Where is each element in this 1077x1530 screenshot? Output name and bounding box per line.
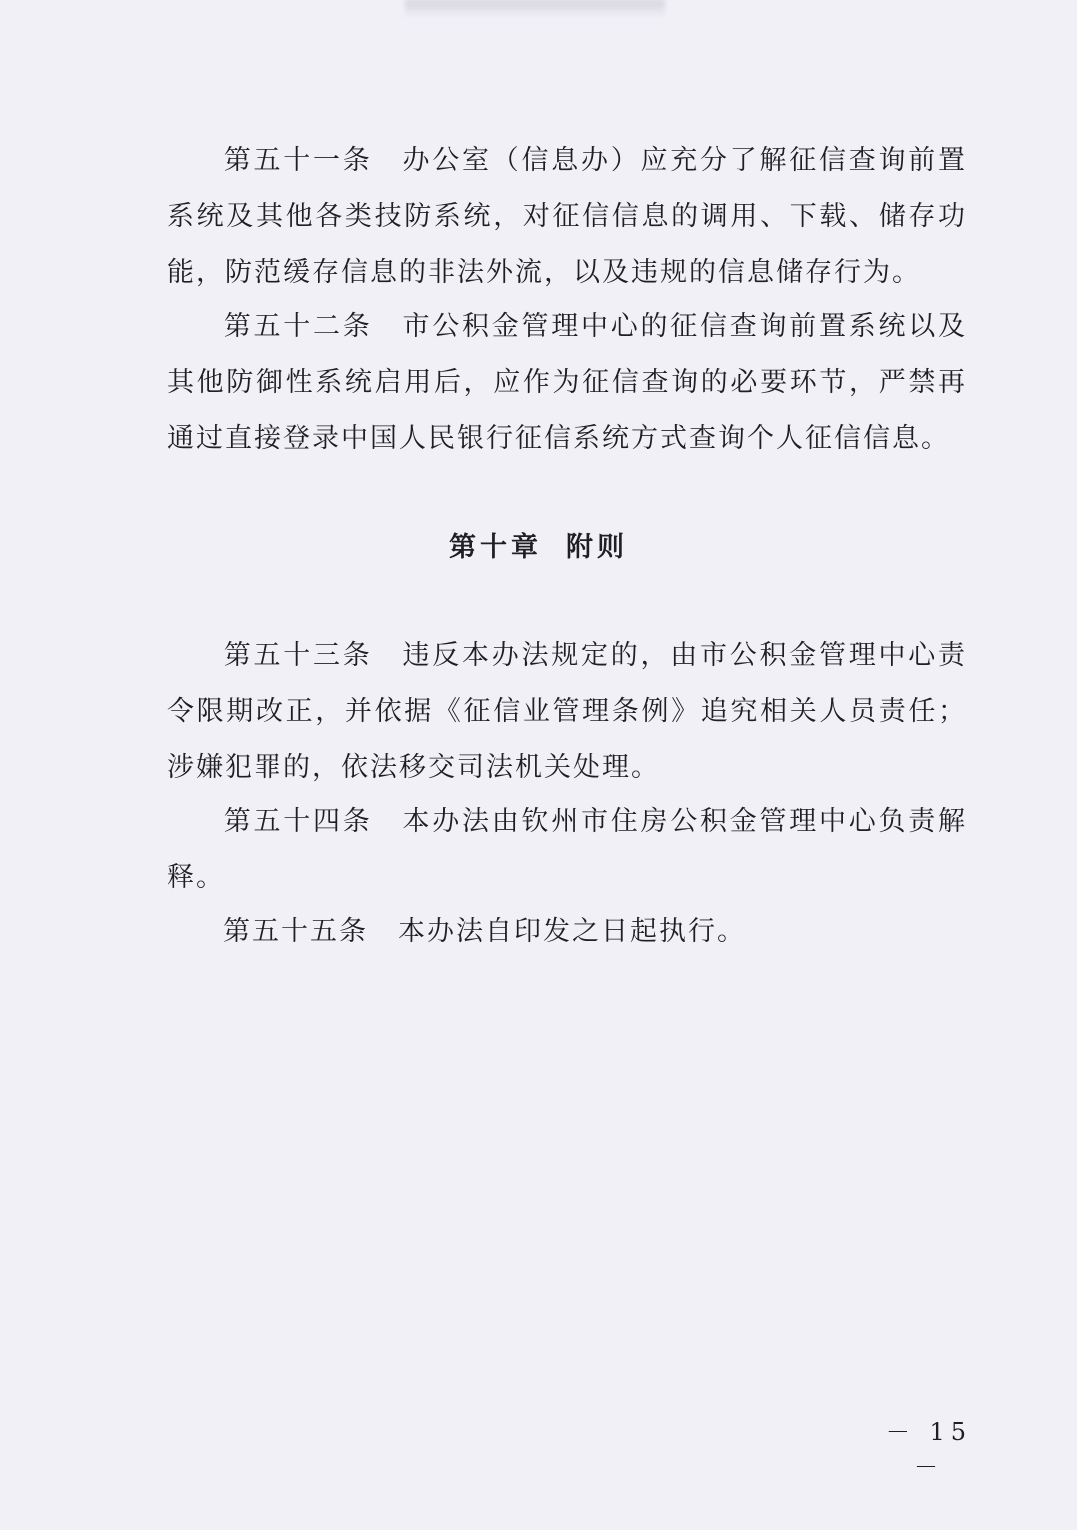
article-text: 违反本办法规定的，由市公积金管理中心责令限期改正，并依据《征信业管理条例》追究相关人员责任；涉嫌犯罪的，依法移交司法机关处理。 bbox=[167, 640, 967, 783]
article-text: 市公积金管理中心的征信查询前置系统以及其他防御性系统启用后，应作为征信查询的必要环节，严禁再通过直接登录中国人民银行征信系统方式查询个人征信信息。 bbox=[167, 311, 967, 454]
page-number: － 15 － bbox=[885, 1418, 973, 1481]
article-number: 第五十四条 bbox=[223, 806, 373, 837]
article-text: 本办法自印发之日起执行。 bbox=[398, 916, 746, 947]
article-51 bbox=[167, 133, 967, 301]
article-53 bbox=[167, 628, 967, 796]
chapter-heading bbox=[0, 525, 1077, 564]
article-text: 办公室（信息办）应充分了解征信查询前置系统及其他各类技防系统，对征信信息的调用、下载、储存功能，防范缓存信息的非法外流，以及违规的信息储存行为。 bbox=[167, 145, 967, 288]
scan-artifact bbox=[405, 0, 665, 18]
article-55 bbox=[167, 904, 967, 960]
article-number: 第五十一条 bbox=[223, 145, 373, 176]
article-number: 第五十五条 bbox=[223, 916, 368, 947]
chapter-title: 附则 bbox=[566, 532, 628, 563]
article-54 bbox=[167, 794, 967, 906]
chapter-number: 第十章 bbox=[449, 532, 542, 563]
article-number: 第五十三条 bbox=[223, 640, 373, 671]
article-52 bbox=[167, 299, 967, 467]
article-text: 本办法由钦州市住房公积金管理中心负责解释。 bbox=[167, 806, 967, 893]
article-number: 第五十二条 bbox=[223, 311, 373, 342]
